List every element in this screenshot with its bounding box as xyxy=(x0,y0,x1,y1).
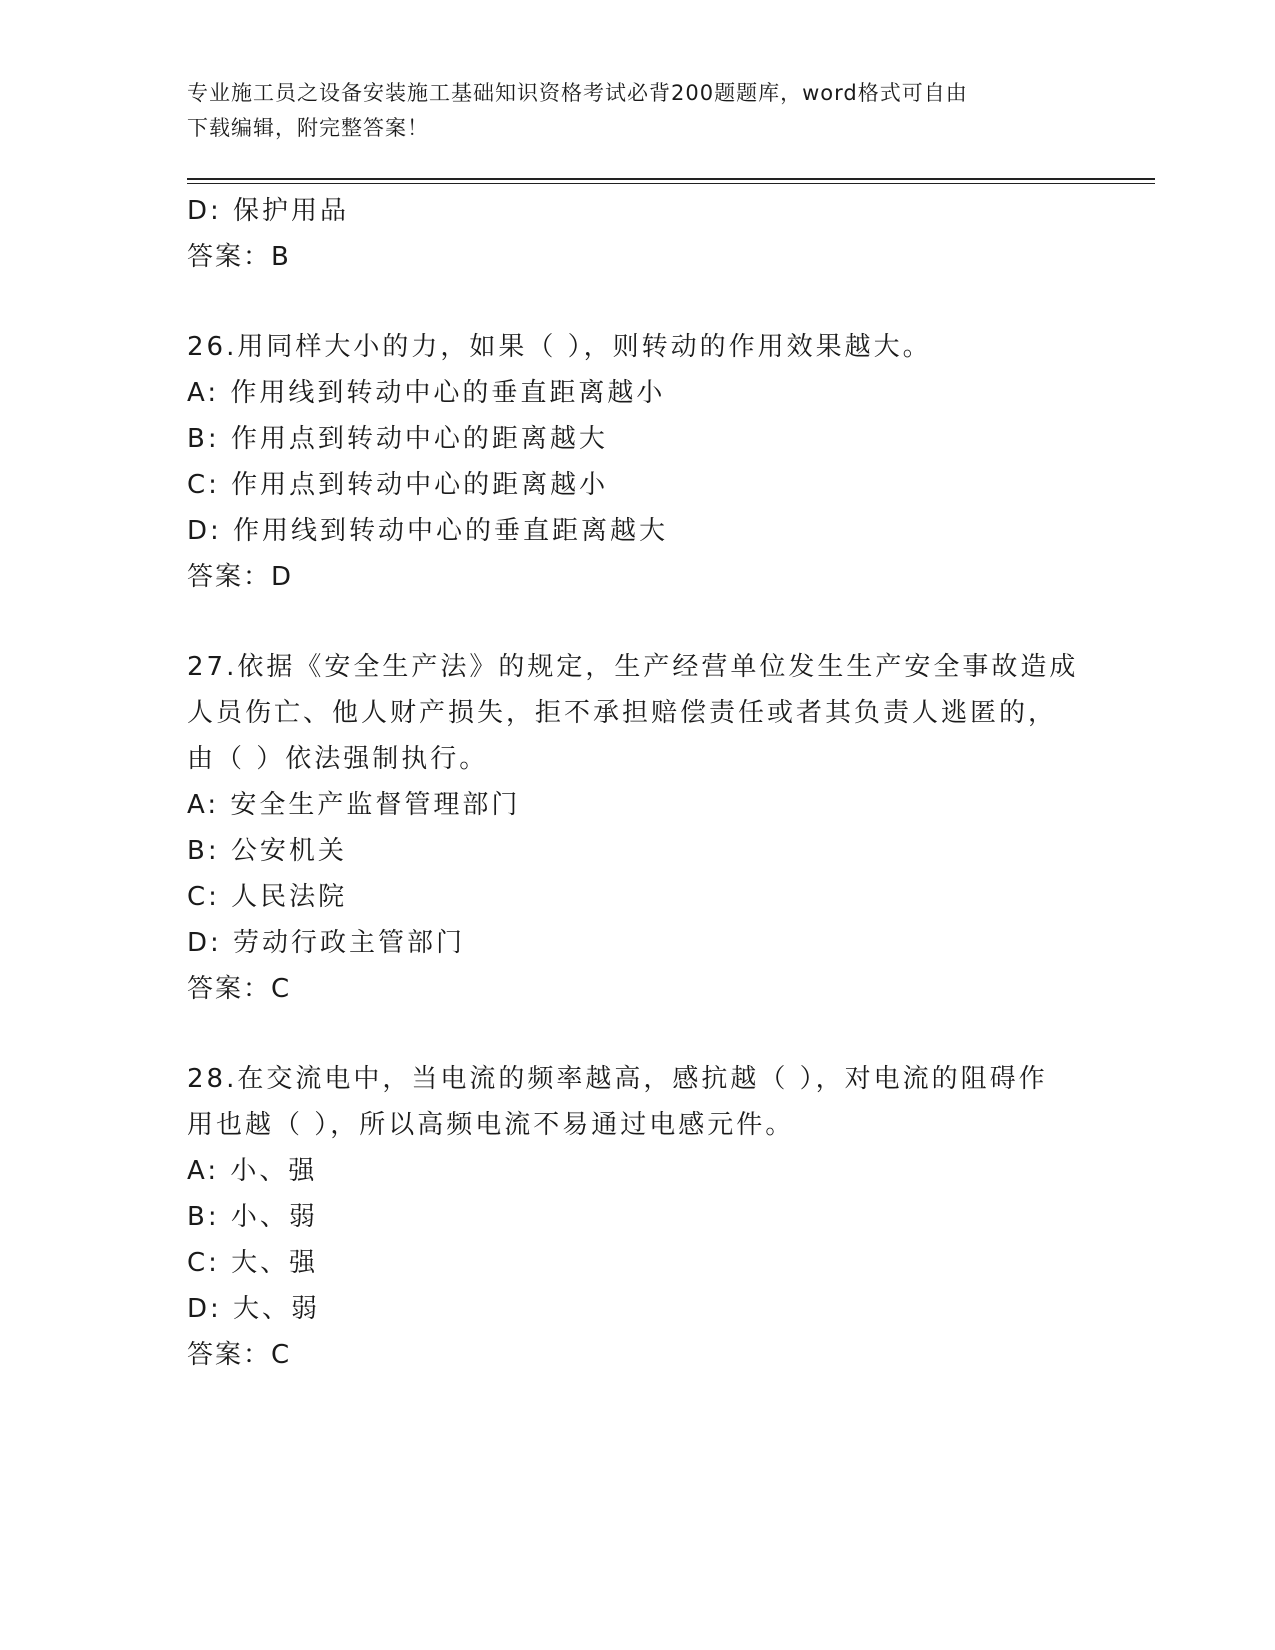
prev-option-d: D: 保护用品 xyxy=(187,196,350,226)
answer: 答案：C xyxy=(187,974,292,1004)
document-body xyxy=(187,188,1155,1378)
stem-line: 26.用同样大小的力，如果（ ），则转动的作用效果越大。 xyxy=(187,332,932,362)
option-b: B: 作用点到转动中心的距离越大 xyxy=(187,424,608,454)
header-line-1: 专业施工员之设备安装施工基础知识资格考试必背200题题库，word格式可自由 xyxy=(187,81,968,105)
question-stem xyxy=(187,1056,1087,1148)
question-stem xyxy=(187,324,1087,370)
question-26 xyxy=(187,324,1155,600)
option-c: C: 人民法院 xyxy=(187,882,348,912)
option-a: A: 安全生产监督管理部门 xyxy=(187,790,521,820)
stem-line: 由（ ）依法强制执行。 xyxy=(187,744,489,774)
header-rule-thin xyxy=(187,183,1155,184)
option-c: C: 作用点到转动中心的距离越小 xyxy=(187,470,609,500)
answer: 答案：C xyxy=(187,1340,292,1370)
stem-line: 27.依据《安全生产法》的规定，生产经营单位发生生产安全事故造成 xyxy=(187,652,1079,682)
document-header xyxy=(187,76,1067,146)
option-d: D: 劳动行政主管部门 xyxy=(187,928,466,958)
header-line-2: 下载编辑，附完整答案！ xyxy=(187,116,429,140)
question-28 xyxy=(187,1056,1155,1378)
option-a: A: 作用线到转动中心的垂直距离越小 xyxy=(187,378,666,408)
stem-line: 人员伤亡、他人财产损失，拒不承担赔偿责任或者其负责人逃匿的， xyxy=(187,698,1058,728)
question-stem xyxy=(187,644,1087,782)
option-b: B: 公安机关 xyxy=(187,836,347,866)
prev-answer: 答案：B xyxy=(187,242,291,272)
stem-line: 用也越（ ），所以高频电流不易通过电感元件。 xyxy=(187,1110,795,1140)
option-a: A: 小、强 xyxy=(187,1156,318,1186)
stem-line: 28.在交流电中，当电流的频率越高，感抗越（ ），对电流的阻碍作 xyxy=(187,1064,1048,1094)
header-rule-thick xyxy=(187,178,1155,180)
answer: 答案：D xyxy=(187,562,294,592)
option-c: C: 大、强 xyxy=(187,1248,319,1278)
option-b: B: 小、弱 xyxy=(187,1202,318,1232)
option-d: D: 大、弱 xyxy=(187,1294,321,1324)
question-27 xyxy=(187,644,1155,1012)
option-d: D: 作用线到转动中心的垂直距离越大 xyxy=(187,516,669,546)
